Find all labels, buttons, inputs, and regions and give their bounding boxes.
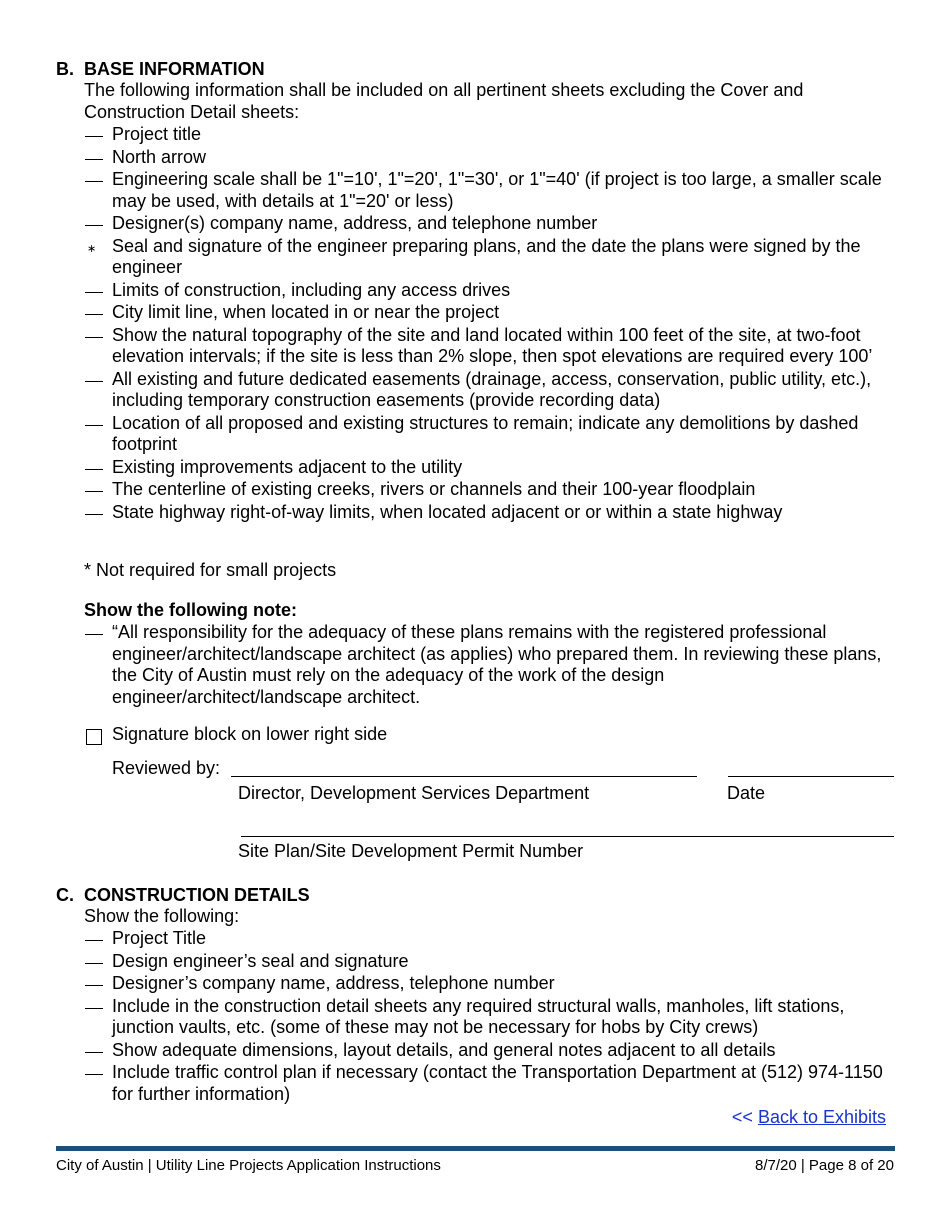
- list-item: [84, 479, 892, 501]
- list-item-text: Show the natural topography of the site and land located within 100 feet of the site, at two-foot elevation intervals; if the site is less than 2% slope, then spot elevations are required every 100’: [112, 324, 873, 366]
- list-item: [84, 996, 892, 1039]
- list-item-text: City limit line, when located in or near the project: [112, 302, 500, 322]
- list-item-text: Seal and signature of the engineer preparing plans, and the date the plans were signed by the engineer: [112, 235, 861, 277]
- section-c-letter: C.: [56, 885, 74, 905]
- list-item: [84, 951, 892, 973]
- section-c-heading: [56, 884, 310, 906]
- section-c-intro: Show the following:: [84, 906, 240, 926]
- back-to-exhibits[interactable]: [732, 1106, 886, 1128]
- list-item-text: State highway right-of-way limits, when located adjacent or or within a state highway: [112, 501, 783, 522]
- list-item-text: Project title: [112, 124, 202, 144]
- reviewer-signature-line: [231, 776, 697, 777]
- footer-left: City of Austin | Utility Line Projects Application Instructions: [56, 1157, 441, 1174]
- back-link-text[interactable]: Back to Exhibits: [757, 1107, 886, 1127]
- section-b-heading: [56, 58, 265, 80]
- note-heading: Show the following note:: [84, 600, 297, 620]
- list-item-text: Design engineer’s seal and signature: [112, 950, 409, 971]
- list-item: [84, 973, 892, 995]
- list-item: [84, 502, 892, 524]
- list-item-text: Include in the construction detail sheets any required structural walls, manholes, lift stations, junction vaults, etc. (some of these may not be necessary for hobs by City crews): [112, 995, 845, 1037]
- list-item-text: Existing improvements adjacent to the utility: [112, 456, 463, 477]
- section-c-title: CONSTRUCTION DETAILS: [84, 885, 310, 905]
- section-c-list: [84, 928, 892, 1106]
- checkbox-label: Signature block on lower right side: [112, 724, 388, 744]
- list-item: [84, 302, 892, 324]
- note-list: [84, 622, 892, 709]
- permit-number-line: [241, 836, 894, 837]
- back-link-prefix[interactable]: <<: [731, 1107, 758, 1127]
- list-item-text: Limits of construction, including any access drives: [112, 279, 511, 300]
- permit-label: Site Plan/Site Development Permit Number: [238, 841, 584, 861]
- section-b-list: [84, 124, 892, 524]
- list-item-text: Include traffic control plan if necessary (contact the Transportation Department at (512) 974-1150 for further information): [112, 1062, 883, 1104]
- list-item-text: Designer’s company name, address, telephone number: [112, 973, 555, 993]
- list-item-text: All existing and future dedicated easements (drainage, access, conservation, public utility, etc.), including temporary construction easements (provide recording data): [112, 368, 872, 410]
- section-b-title: BASE INFORMATION: [84, 59, 265, 79]
- signature-block-checkbox[interactable]: [86, 729, 102, 745]
- list-item: [84, 147, 892, 169]
- list-item-text: Location of all proposed and existing structures to remain; indicate any demolitions by dashed footprint: [112, 412, 859, 454]
- list-item-text: Project Title: [112, 928, 207, 948]
- date-line: [728, 776, 894, 777]
- reviewed-by-label: Reviewed by:: [112, 758, 221, 778]
- list-item-text: North arrow: [112, 146, 207, 167]
- footer-right: 8/7/20 | Page 8 of 20: [754, 1157, 894, 1174]
- list-item: [84, 1062, 892, 1105]
- list-item-text: The centerline of existing creeks, rivers or channels and their 100-year floodplain: [112, 479, 756, 499]
- date-label: Date: [727, 783, 766, 803]
- asterisk-marker: ∗: [87, 242, 97, 255]
- section-b-letter: B.: [56, 59, 74, 79]
- list-item: [84, 413, 892, 456]
- list-item-text: Show adequate dimensions, layout details, and general notes adjacent to all details: [112, 1039, 776, 1060]
- director-label: Director, Development Services Department: [238, 783, 590, 803]
- list-item-text: Engineering scale shall be 1"=10', 1"=20', 1"=30', or 1"=40' (if project is too large, a smaller scale may be used, with details at 1"=20' or less): [112, 169, 882, 211]
- list-item-text: Designer(s) company name, address, and telephone number: [112, 213, 598, 233]
- list-item: [84, 236, 892, 279]
- list-item: [84, 1040, 892, 1062]
- list-item: [84, 280, 892, 302]
- list-item: [84, 325, 892, 368]
- list-item: [84, 457, 892, 479]
- note-item-text: “All responsibility for the adequacy of these plans remains with the registered professional engineer/architect/landscape architect (as applies) who prepared them. In reviewing these plans, the City of Austin must rely on the adequacy of the work of the design engineer/architect/landscape architect.: [112, 622, 882, 707]
- section-b-intro: The following information shall be included on all pertinent sheets excluding the Cover and Construction Detail sheets:: [84, 80, 804, 122]
- note-item: [84, 622, 892, 708]
- list-item: [84, 928, 892, 950]
- footer-divider: [56, 1146, 895, 1151]
- list-item: [84, 124, 892, 146]
- list-item: [84, 169, 892, 212]
- footnote: * Not required for small projects: [84, 560, 337, 580]
- list-item: [84, 213, 892, 235]
- list-item: [84, 369, 892, 412]
